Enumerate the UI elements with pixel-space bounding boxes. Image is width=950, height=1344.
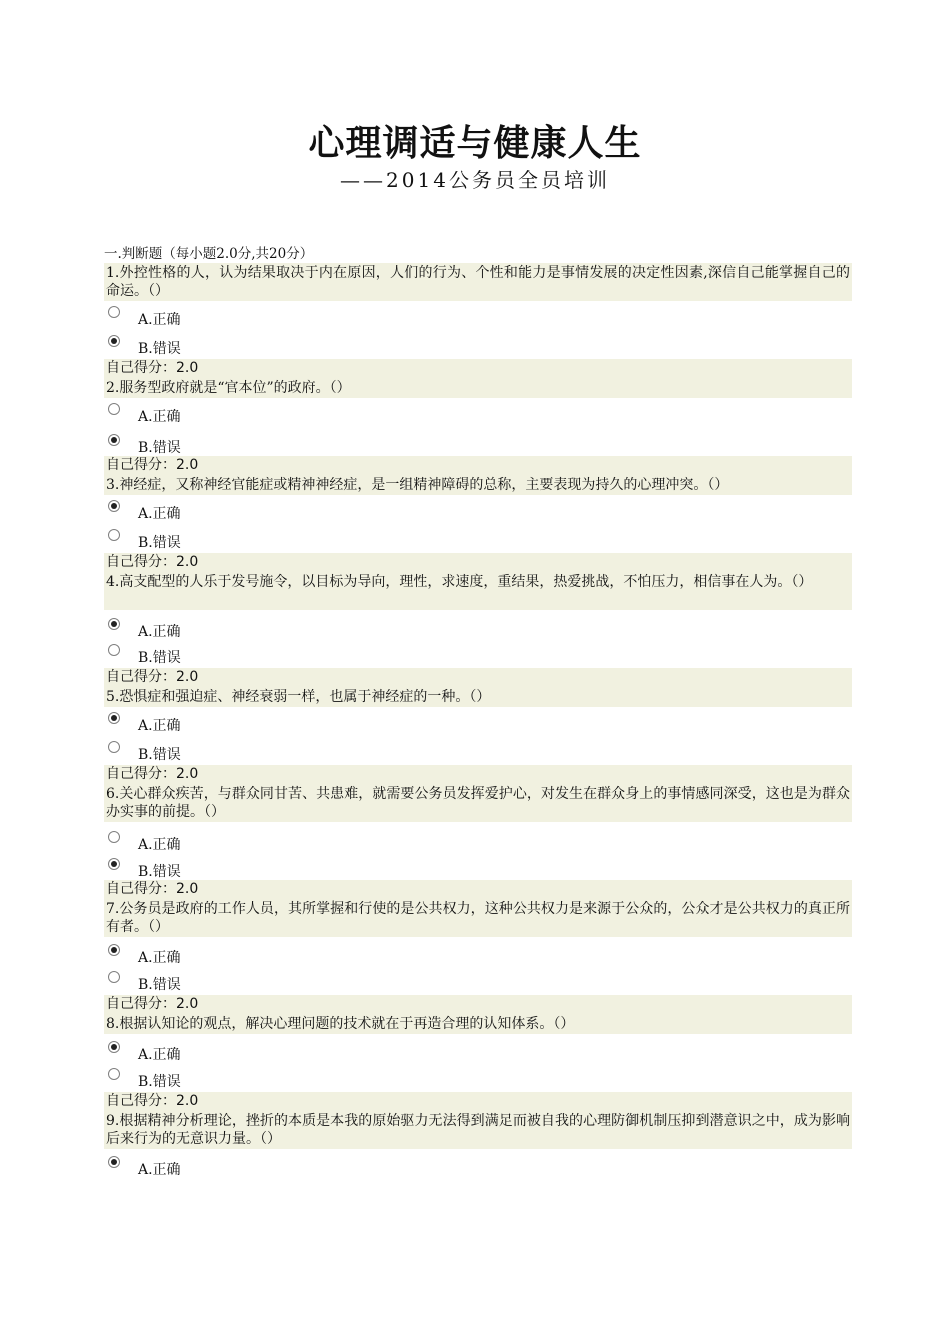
answer-option[interactable]	[104, 1149, 852, 1178]
answer-option[interactable]	[104, 330, 852, 359]
radio-unselected-icon[interactable]	[108, 403, 120, 415]
score-label: 自己得分：	[106, 457, 176, 473]
answer-option-label: B.错误	[138, 747, 181, 763]
radio-unselected-icon[interactable]	[108, 831, 120, 843]
answer-option-label: B.错误	[138, 535, 181, 551]
answer-options	[104, 301, 852, 359]
question-text: 7.公务员是政府的工作人员，其所掌握和行使的是公共权力，这种公共权力是来源于公众的，公众才是公共权力的真正所有者。（）	[106, 901, 850, 935]
answer-option[interactable]	[104, 851, 852, 880]
score-row	[104, 995, 852, 1014]
score-label: 自己得分：	[106, 1093, 176, 1109]
question-item	[104, 1111, 852, 1178]
answer-option-label: A.正确	[138, 624, 181, 640]
answer-option[interactable]	[104, 524, 852, 553]
answer-option-label: B.错误	[138, 864, 181, 880]
answer-option-label: B.错误	[138, 650, 181, 666]
answer-option-label: B.错误	[138, 440, 181, 456]
answer-options	[104, 610, 852, 668]
score-row	[104, 668, 852, 687]
question-text: 9.根据精神分析理论，挫折的本质是本我的原始驱力无法得到满足而被自我的心理防御机制压抑到潜意识之中，成为影响后来行为的无意识力量。（）	[106, 1113, 850, 1147]
answer-option[interactable]	[104, 822, 852, 851]
answer-options	[104, 495, 852, 553]
radio-unselected-icon[interactable]	[108, 971, 120, 983]
question-text: 6.关心群众疾苦，与群众同甘苦、共患难，就需要公务员发挥爱护心，对发生在群众身上的事情感同深受，这也是为群众办实事的前提。（）	[106, 786, 850, 820]
answer-option[interactable]	[104, 966, 852, 995]
answer-option-label: A.正确	[138, 1162, 181, 1178]
answer-option-label: B.错误	[138, 977, 181, 993]
question-text: 5.恐惧症和强迫症、神经衰弱一样，也属于神经症的一种。（）	[104, 687, 852, 707]
answer-option-label: A.正确	[138, 950, 181, 966]
question-item	[104, 1014, 852, 1111]
answer-option[interactable]	[104, 707, 852, 736]
score-value: 2.0	[176, 554, 199, 570]
answer-option-label: A.正确	[138, 837, 181, 853]
answer-option[interactable]	[104, 610, 852, 639]
radio-selected-icon[interactable]	[108, 1041, 120, 1053]
answer-options	[104, 398, 852, 456]
radio-unselected-icon[interactable]	[108, 529, 120, 541]
question-item	[104, 899, 852, 1014]
answer-option-label: A.正确	[138, 312, 181, 328]
score-row	[104, 1092, 852, 1111]
score-value: 2.0	[176, 996, 199, 1012]
answer-options	[104, 707, 852, 765]
score-value: 2.0	[176, 1093, 199, 1109]
score-label: 自己得分：	[106, 669, 176, 685]
answer-option[interactable]	[104, 639, 852, 668]
radio-selected-icon[interactable]	[108, 858, 120, 870]
radio-selected-icon[interactable]	[108, 434, 120, 446]
answer-option-label: A.正确	[138, 409, 181, 425]
answer-option[interactable]	[104, 398, 852, 427]
score-label: 自己得分：	[106, 360, 176, 376]
question-item	[104, 687, 852, 784]
question-list	[104, 263, 852, 1178]
score-label: 自己得分：	[106, 554, 176, 570]
answer-option-label: B.错误	[138, 1074, 181, 1090]
score-value: 2.0	[176, 360, 199, 376]
radio-selected-icon[interactable]	[108, 1156, 120, 1168]
answer-options	[104, 937, 852, 995]
score-value: 2.0	[176, 881, 199, 897]
answer-option[interactable]	[104, 1063, 852, 1092]
score-label: 自己得分：	[106, 996, 176, 1012]
radio-unselected-icon[interactable]	[108, 306, 120, 318]
question-text: 3.神经症，又称神经官能症或精神神经症，是一组精神障碍的总称，主要表现为持久的心理冲突。（）	[104, 475, 852, 495]
document-subtitle: ——2014公务员全员培训	[340, 168, 610, 192]
question-text: 4.高支配型的人乐于发号施令，以目标为导向，理性，求速度，重结果，热爱挑战，不怕压力，相信事在人为。（）	[104, 572, 852, 610]
radio-selected-icon[interactable]	[108, 335, 120, 347]
answer-option-label: B.错误	[138, 341, 181, 357]
question-item	[104, 378, 852, 475]
question-item	[104, 572, 852, 687]
score-row	[104, 456, 852, 475]
radio-unselected-icon[interactable]	[108, 741, 120, 753]
answer-option[interactable]	[104, 1034, 852, 1063]
score-label: 自己得分：	[106, 766, 176, 782]
question-item	[104, 475, 852, 572]
score-row	[104, 880, 852, 899]
score-value: 2.0	[176, 766, 199, 782]
quiz-content	[104, 245, 852, 1178]
document-title: 心理调适与健康人生	[308, 122, 642, 164]
score-value: 2.0	[176, 669, 199, 685]
radio-unselected-icon[interactable]	[108, 644, 120, 656]
radio-unselected-icon[interactable]	[108, 1068, 120, 1080]
radio-selected-icon[interactable]	[108, 712, 120, 724]
answer-option[interactable]	[104, 736, 852, 765]
radio-selected-icon[interactable]	[108, 618, 120, 630]
score-row	[104, 359, 852, 378]
answer-option[interactable]	[104, 301, 852, 330]
answer-options	[104, 822, 852, 880]
answer-option-label: A.正确	[138, 718, 181, 734]
question-text: 8.根据认知论的观点，解决心理问题的技术就在于再造合理的认知体系。（）	[104, 1014, 852, 1034]
radio-selected-icon[interactable]	[108, 500, 120, 512]
answer-option[interactable]	[104, 427, 852, 456]
score-value: 2.0	[176, 457, 199, 473]
question-item	[104, 263, 852, 378]
score-label: 自己得分：	[106, 881, 176, 897]
score-row	[104, 765, 852, 784]
score-row	[104, 553, 852, 572]
question-text: 1.外控性格的人，认为结果取决于内在原因，人们的行为、个性和能力是事情发展的决定性因素,深信自己能掌握自己的命运。（）	[106, 265, 850, 299]
radio-selected-icon[interactable]	[108, 944, 120, 956]
answer-option[interactable]	[104, 495, 852, 524]
answer-options	[104, 1034, 852, 1092]
question-item	[104, 784, 852, 899]
answer-option[interactable]	[104, 937, 852, 966]
answer-option-label: A.正确	[138, 1047, 181, 1063]
section-heading: 一.判断题（每小题2.0分,共20分）	[104, 246, 314, 262]
question-text: 2.服务型政府就是“官本位”的政府。（）	[104, 378, 852, 398]
answer-options	[104, 1149, 852, 1178]
answer-option-label: A.正确	[138, 506, 181, 522]
